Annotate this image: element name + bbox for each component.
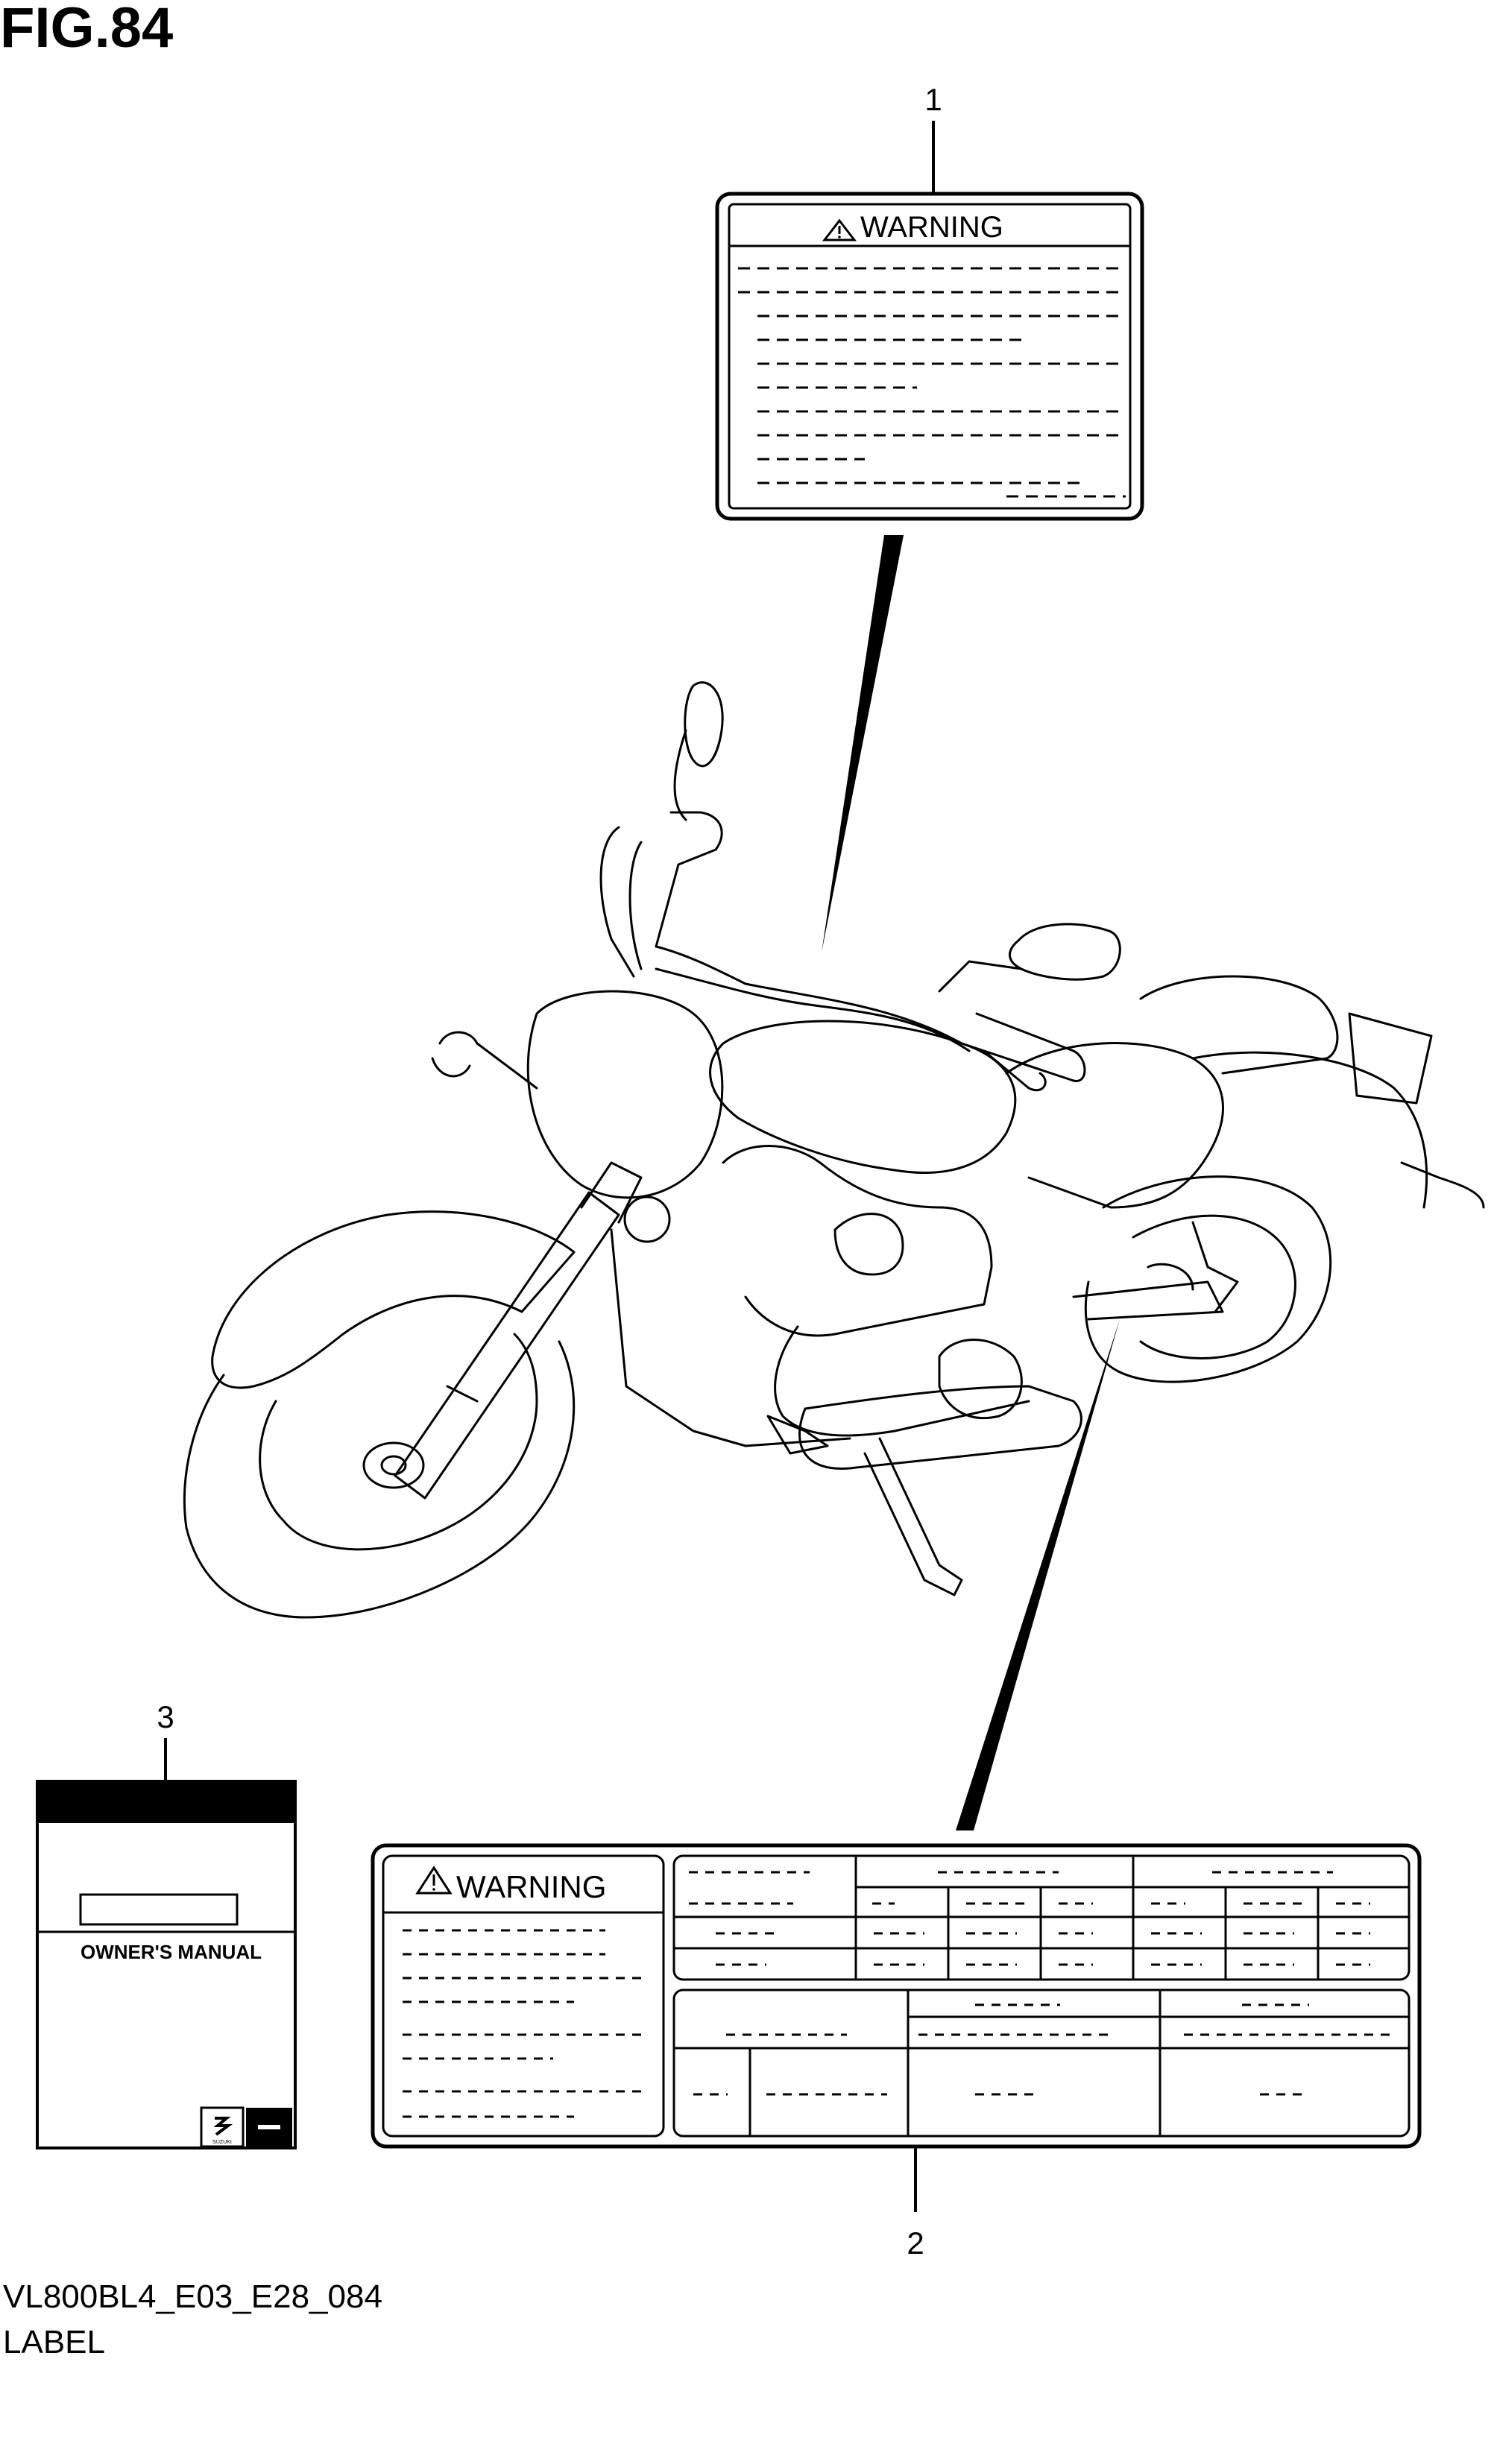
figure-code: VL800BL4_E03_E28_084 <box>3 2278 382 2315</box>
motorcycle-outline <box>184 683 1484 1617</box>
callout-number-2: 2 <box>907 2226 924 2261</box>
owners-manual-title: OWNER'S MANUAL <box>81 1941 262 1963</box>
figure-caption: LABEL <box>3 2324 105 2360</box>
leader-wedge-2 <box>956 1319 1120 1830</box>
callout-number-1: 1 <box>924 82 942 117</box>
callout-number-3: 3 <box>157 1699 174 1734</box>
manual-brand-mark: SUZUKI <box>212 2140 232 2145</box>
warning-triangle-icon <box>825 221 854 240</box>
warning-label-1 <box>717 194 1142 519</box>
owners-manual-booklet <box>37 1781 295 2148</box>
warning-triangle-icon <box>417 1868 450 1893</box>
leader-wedge-1 <box>822 535 904 953</box>
figure-title: FIG.84 <box>0 0 174 60</box>
warning-label-1-text: WARNING <box>860 211 1003 244</box>
warning-label-2-text: WARNING <box>456 1869 607 1904</box>
